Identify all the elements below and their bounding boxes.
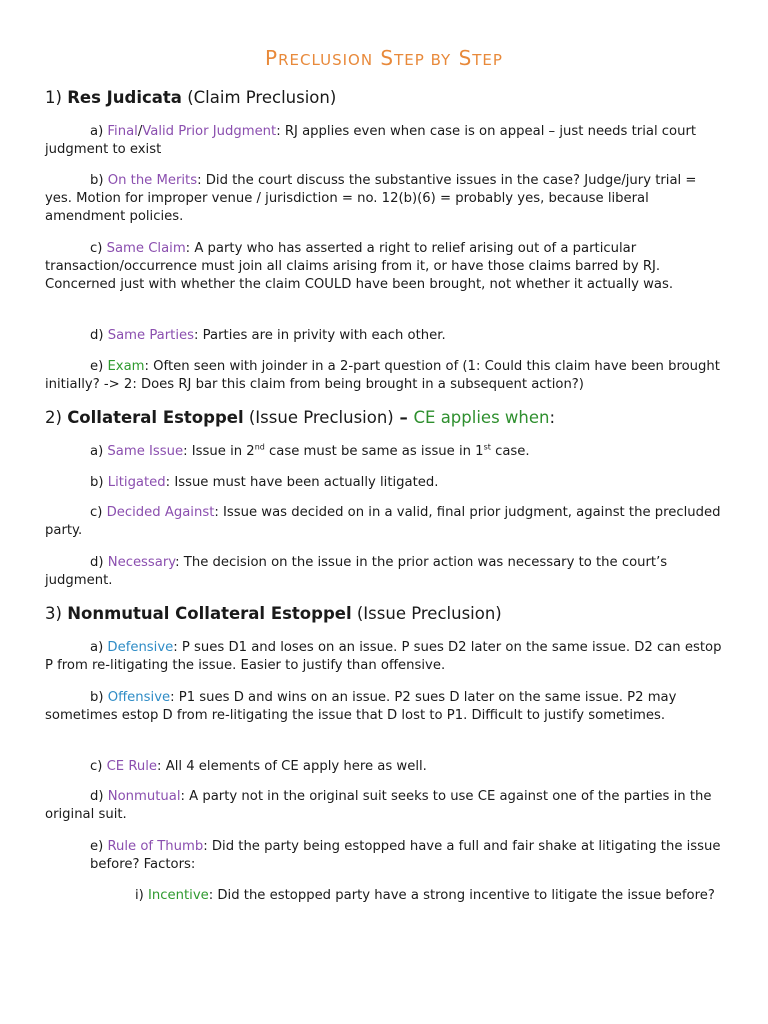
section-heading-res-judicata: 1) Res Judicata (Claim Preclusion) (45, 88, 337, 107)
list-item: e) Rule of Thumb: Did the party being estopped have a full and fair shake at litigating the issue before? Factors: (90, 839, 721, 872)
section-heading-collateral-estoppel: 2) Collateral Estoppel (Issue Preclusion) – CE applies when: (45, 408, 556, 427)
document-title: PRECLUSION STEP BY STEP (265, 46, 503, 70)
term-label: Necessary (107, 555, 176, 570)
term-label: Nonmutual (107, 789, 181, 804)
list-item: b) Offensive: P1 sues D and wins on an issue. P2 sues D later on the same issue. P2 may sometimes estop D from re-litigating the issue that D lost to P1. Difficult to justify sometimes. (45, 690, 677, 723)
list-item: c) CE Rule: All 4 elements of CE apply here as well. (90, 759, 427, 774)
term-label: Exam (107, 359, 145, 374)
list-item: a) Final/Valid Prior Judgment: RJ applies even when case is on appeal – just needs trial court judgment to exist (45, 124, 697, 157)
term-label: Same Parties (107, 328, 195, 343)
term-label: On the Merits (107, 173, 198, 188)
list-item: d) Same Parties: Parties are in privity with each other. (90, 328, 446, 343)
list-item: c) Same Claim: A party who has asserted a right to relief arising out of a particular transaction/occurrence must join all claims arising from it, or have those claims barred by RJ. Concerned just with whether the claim COULD have been brought, not whether it actually was. (45, 241, 674, 292)
list-item: a) Same Issue: Issue in 2nd case must be same as issue in 1st case. (90, 442, 530, 459)
term-label: Final (107, 124, 138, 139)
list-item: a) Defensive: P sues D1 and loses on an issue. P sues D2 later on the same issue. D2 can estop P from re-litigating the issue. Easier to justify than offensive. (45, 640, 722, 673)
term-label: Same Claim (106, 241, 186, 256)
term-label: Valid Prior Judgment (142, 124, 277, 139)
term-label: Incentive (148, 888, 209, 903)
list-item: b) Litigated: Issue must have been actually litigated. (90, 475, 439, 490)
list-item: d) Necessary: The decision on the issue in the prior action was necessary to the court’s judgment. (45, 555, 668, 588)
term-label: Rule of Thumb (107, 839, 204, 854)
term-label: Defensive (107, 640, 174, 655)
term-label: CE Rule (106, 759, 158, 774)
list-item: e) Exam: Often seen with joinder in a 2-part question of (1: Could this claim have been brought initially? -> 2: Does RJ bar this claim from being brought in a subsequent action?) (45, 359, 720, 392)
term-label: Litigated (107, 475, 166, 490)
term-label: Decided Against (106, 505, 215, 520)
section-heading-nonmutual-ce: 3) Nonmutual Collateral Estoppel (Issue Preclusion) (45, 604, 502, 623)
list-item: c) Decided Against: Issue was decided on in a valid, final prior judgment, against the precluded party. (45, 505, 721, 538)
list-item: i) Incentive: Did the estopped party have a strong incentive to litigate the issue before? (135, 888, 715, 903)
list-item: b) On the Merits: Did the court discuss the substantive issues in the case? Judge/jury trial = yes. Motion for improper venue / jurisdiction = no. 12(b)(6) = probably yes, because liberal amendment policies. (45, 173, 697, 224)
term-label: Offensive (107, 690, 171, 705)
term-label: Same Issue (107, 444, 184, 459)
list-item: d) Nonmutual: A party not in the original suit seeks to use CE against one of the parties in the original suit. (45, 789, 712, 822)
